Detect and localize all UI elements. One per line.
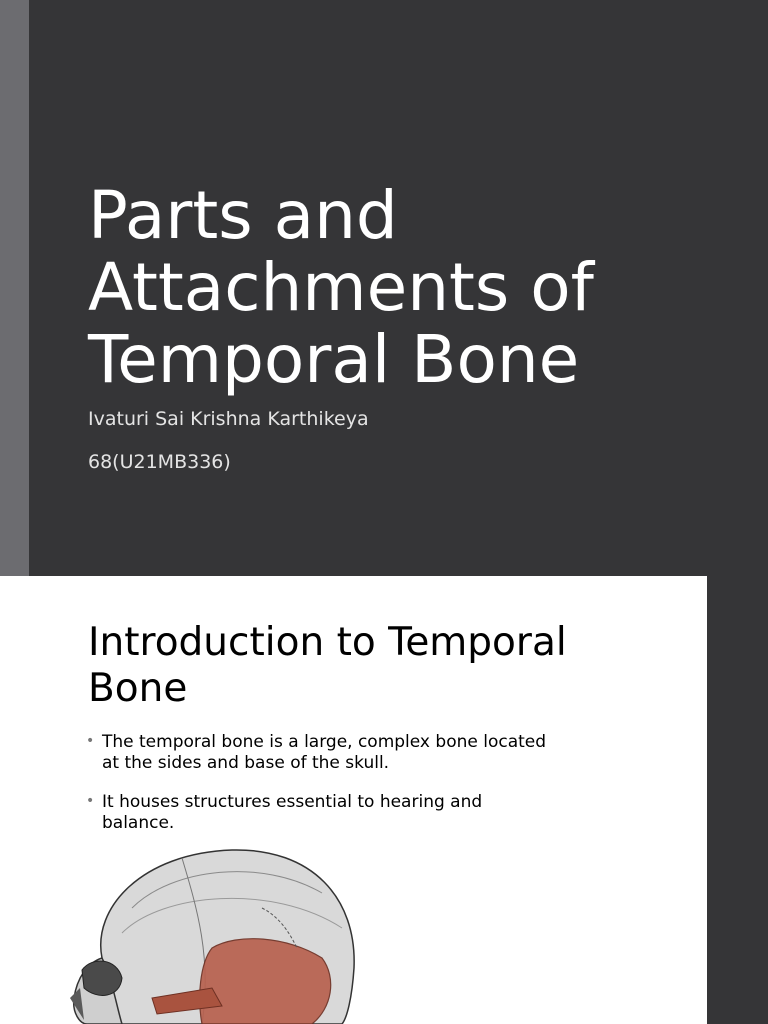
- accent-bar: [0, 0, 29, 576]
- bullet-list: [86, 732, 646, 852]
- author-name: Ivaturi Sai Krishna Karthikeya: [88, 408, 369, 430]
- bullet-text-line: The temporal bone is a large, complex bone located: [102, 732, 547, 752]
- title-line: Attachments of: [88, 249, 594, 326]
- title-line: Temporal Bone: [88, 321, 580, 398]
- heading-line: Introduction to Temporal: [88, 620, 567, 665]
- roll-number: 68(U21MB336): [88, 451, 231, 473]
- slide-heading: [88, 620, 668, 712]
- skull-illustration-icon: [62, 848, 362, 1024]
- bullet-text-line: at the sides and base of the skull.: [102, 753, 390, 773]
- bullet-text-line: It houses structures essential to hearing and: [102, 792, 483, 812]
- bullet-item: [86, 732, 646, 774]
- bullet-icon: •: [86, 793, 95, 809]
- heading-line: Bone: [88, 666, 188, 711]
- bullet-item: [86, 792, 646, 834]
- intro-slide: [0, 576, 707, 1024]
- bullet-icon: •: [86, 733, 95, 749]
- title-line: Parts and: [88, 177, 398, 254]
- bullet-text-line: balance.: [102, 813, 175, 833]
- slide-title: [88, 177, 728, 398]
